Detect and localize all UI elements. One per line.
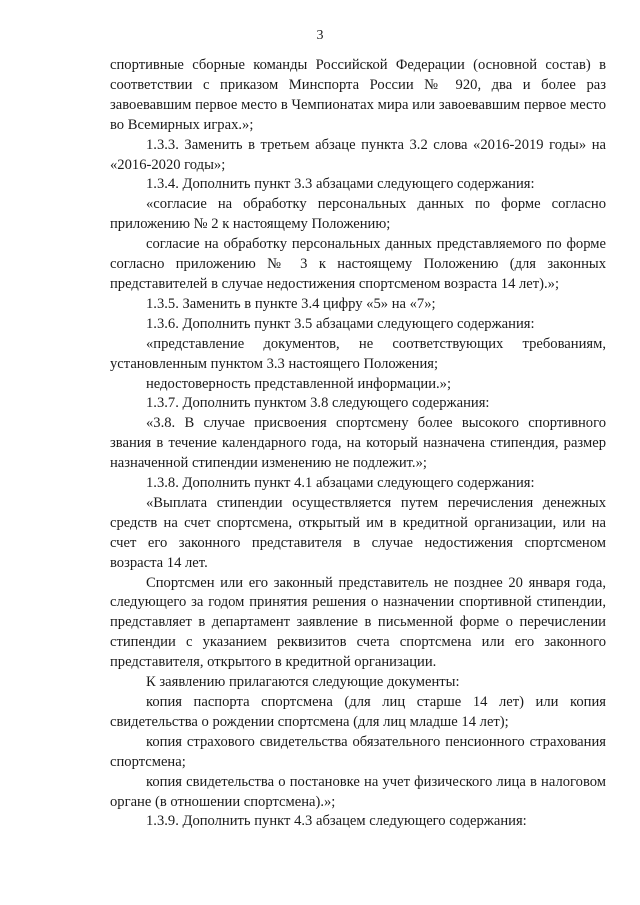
paragraph: «3.8. В случае присвоения спортсмену более высокого спортивного звания в течение календарного года, на который назначена стипендия, размер назначенной стипендии изменению не подлежит.»;	[110, 415, 606, 472]
paragraph: «Выплата стипендии осуществляется путем перечисления денежных средств на счет спортсмена, открытый им в кредитной организации, или на счет его законного представителя в случае недостижения спортсменом возраста 14 лет.	[110, 494, 606, 571]
page-number: 3	[316, 28, 324, 43]
paragraph: К заявлению прилагаются следующие документы:	[146, 674, 460, 691]
paragraph: Спортсмен или его законный представитель не позднее 20 января года, следующего за годом принятия решения о назначении спортивной стипендии, представляет в департамент заявление в письменной форме о перечислении стипендии с указанием реквизитов счета спортсмена или его законного представителя, открытого в кредитной организации.	[110, 574, 606, 671]
paragraph: 1.3.5. Заменить в пункте 3.4 цифру «5» на «7»;	[146, 295, 436, 312]
paragraph: «согласие на обработку персональных данных по форме согласно приложению № 2 к настоящему Положению;	[110, 196, 606, 233]
paragraph: 1.3.4. Дополнить пункт 3.3 абзацами следующего содержания:	[146, 176, 535, 193]
paragraph: 1.3.7. Дополнить пунктом 3.8 следующего содержания:	[146, 395, 490, 412]
paragraph: 1.3.6. Дополнить пункт 3.5 абзацами следующего содержания:	[146, 315, 535, 332]
paragraph: «представление документов, не соответствующих требованиям, установленным пунктом 3.3 настоящего Положения;	[110, 335, 606, 372]
paragraph: 1.3.9. Дополнить пункт 4.3 абзацем следующего содержания:	[146, 813, 527, 830]
paragraph: копия страхового свидетельства обязательного пенсионного страхования спортсмена;	[110, 733, 606, 770]
paragraph: спортивные сборные команды Российской Федерации (основной состав) в соответствии с приказом Минспорта России № 920, два и более раз завоевавшим первое место в Чемпионатах мира или завоевавшим первое место во Всемирных играх.»;	[110, 57, 606, 133]
paragraph: согласие на обработку персональных данных представляемого по форме согласно приложению № 3 к настоящему Положению (для законных представителей в случае недостижения спортсменом возраста 14 лет).»;	[110, 236, 606, 292]
paragraph: 1.3.3. Заменить в третьем абзаце пункта 3.2 слова «2016-2019 годы» на «2016-2020 годы»;	[110, 136, 606, 173]
paragraph: недостоверность представленной информации.»;	[146, 375, 452, 392]
paragraph: 1.3.8. Дополнить пункт 4.1 абзацами следующего содержания:	[146, 475, 535, 492]
paragraph: копия свидетельства о постановке на учет физического лица в налоговом органе (в отношении спортсмена).»;	[110, 773, 606, 810]
document-body	[110, 56, 606, 832]
paragraph: копия паспорта спортсмена (для лиц старше 14 лет) или копия свидетельства о рождении спортсмена (для лиц младше 14 лет);	[110, 694, 606, 730]
